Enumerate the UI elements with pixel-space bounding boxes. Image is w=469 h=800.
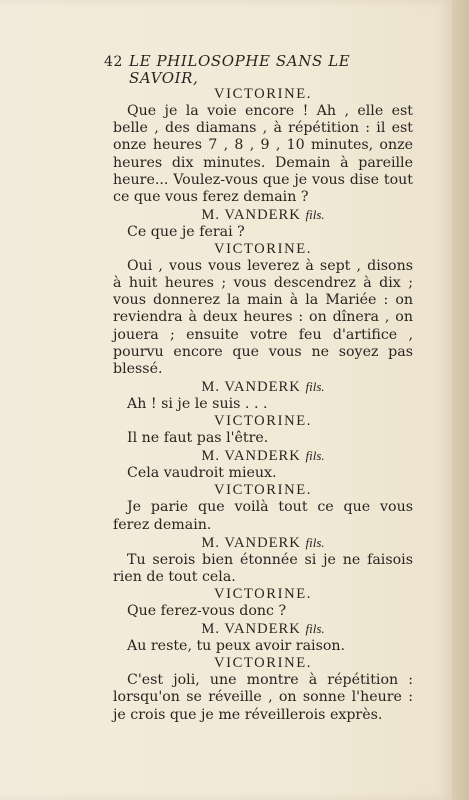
dialogue-line: Tu serois bien étonnée si je ne faisois rien de tout cela. — [113, 551, 413, 585]
dialogue-line: C'est joli, une montre à répétition : lorsqu'on se réveille , on sonne l'heure : je crois que je me réveillerois exprès. — [113, 672, 413, 723]
dialogue-line: Cela vaudroit mieux. — [127, 465, 277, 482]
dialogue-line: Il ne faut pas l'être. — [127, 430, 269, 447]
speaker-name: M. VANDERK fils. — [201, 448, 325, 465]
speaker-name: VICTORINE. — [213, 86, 313, 103]
dialogue-line: Au reste, tu peux avoir raison. — [127, 638, 346, 655]
speaker-name: VICTORINE. — [213, 412, 313, 429]
speaker-name: M. VANDERK fils. — [201, 206, 325, 223]
speaker-name: M. VANDERK fils. — [201, 534, 325, 551]
page-header — [104, 53, 413, 87]
speaker-name: VICTORINE. — [213, 585, 313, 602]
adjacent-page-edge — [452, 0, 469, 800]
page-text — [104, 52, 413, 724]
speaker-name: M. VANDERK fils. — [201, 621, 325, 638]
speaker-name: VICTORINE. — [213, 241, 313, 258]
dialogue-line: Que je la voie encore ! Ah , elle est belle , des diamans , à répétition : il est onze heures 7 , 8 , 9 , 10 minutes, onze heures dix minutes. Demain à pareille heure... Voulez-vous que je vous dise tout ce que vous ferez demain ? — [113, 103, 413, 205]
dialogue-line: Que ferez-vous donc ? — [127, 603, 287, 619]
page-number: 42 — [104, 54, 124, 70]
speaker-name: VICTORINE. — [213, 482, 313, 499]
dialogue-line: Je parie que voilà tout ce que vous ferez demain. — [113, 499, 413, 533]
running-title: LE PHILOSOPHE SANS LE SAVOIR, — [129, 52, 351, 88]
speaker-name: VICTORINE. — [213, 655, 313, 672]
dialogue-line: Ah ! si je le suis . . . — [127, 395, 268, 412]
dialogue-line: Ce que je ferai ? — [127, 223, 245, 240]
speaker-name: M. VANDERK fils. — [201, 378, 325, 395]
dialogue-line: Oui , vous vous leverez à sept , disons à huit heures ; vous descendrez à dix ; vous donnerez la main à la Mariée : on reviendra à deux heures : on dînera , on jouera ; ensuite votre feu d'artifice , pourvu encore que vous ne soyez pas blessé. — [113, 258, 413, 377]
